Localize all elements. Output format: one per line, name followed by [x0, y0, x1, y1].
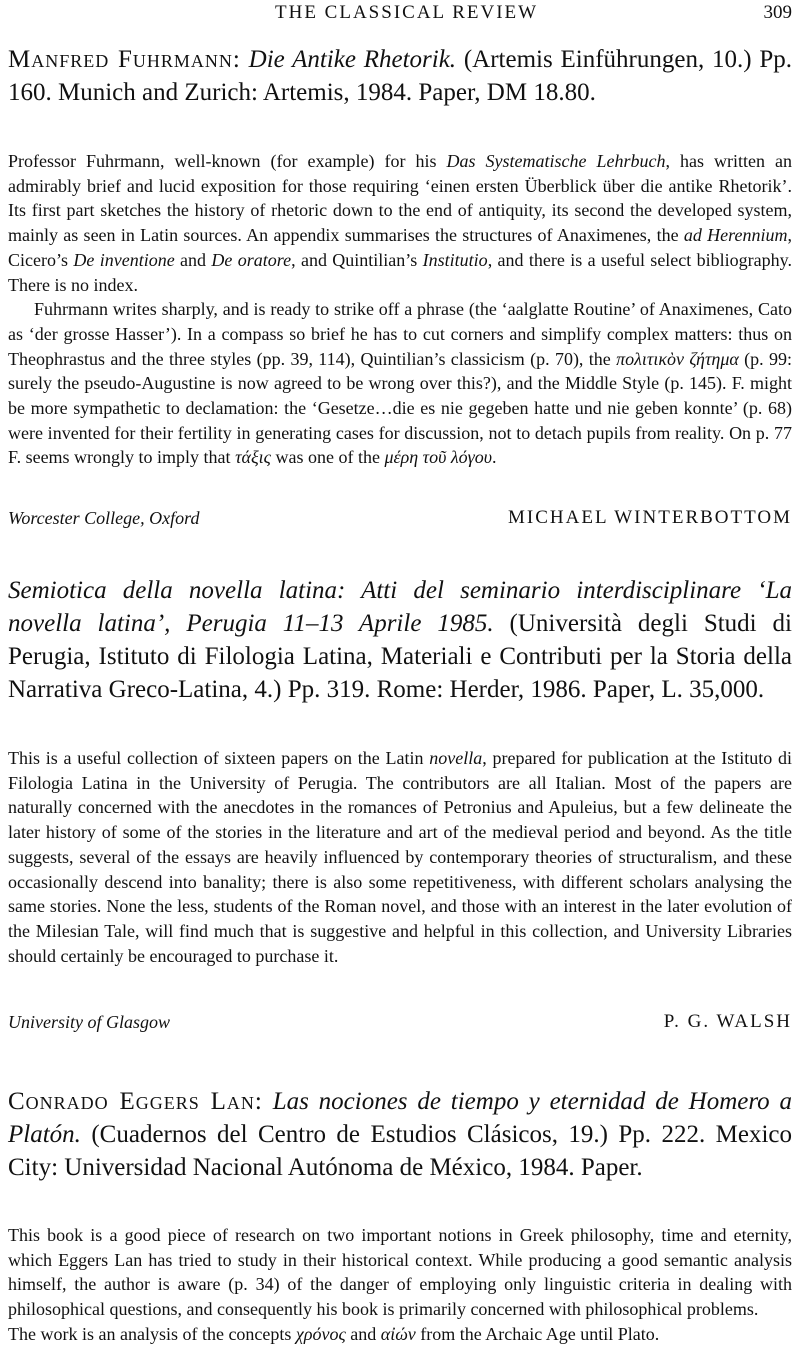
paragraph: Fuhrmann writes sharply, and is ready to strike off a phrase (the ‘aalglatte Routine’ of Anaximenes, Cato as ‘der grosse Hasser’). In a compass so brief he has to cut corners and simplify complex matters: thus on Theophrastus and the three styles (pp. 39, 114), Quintilian’s classicism (p. 70), the πολιτικὸν ζήτημα (p. 99: surely the pseudo-Augustine is now agreed to be wrong over this?), and the Middle Style (p. 145). F. might be more sympathetic to declamation: the ‘Gesetze…die es nie gegeben hatte und nie geben konnte’ (p. 68) were invented for their fertility in generating cases for discussion, not to detach pupils from reality. On p. 77 F. seems wrongly to imply that τάξις was one of the μέρη τοῦ λόγου. — [8, 299, 792, 468]
book-author: Conrado Eggers Lan: — [8, 1088, 263, 1115]
review-heading-semiotica — [8, 574, 792, 706]
reviewer-signature — [8, 505, 792, 531]
publication-details: (Università degli Studi di Perugia, Istituto di Filologia Latina, Materiali e Contributi per la Storia della Narrativa Greco-Latina, 4.) Pp. 319. Rome: Herder, 1986. Paper, L. 35,000. — [8, 610, 792, 703]
page-number: 309 — [763, 2, 792, 23]
journal-title: THE CLASSICAL REVIEW — [275, 2, 539, 23]
publication-details: (Cuadernos del Centro de Estudios Clásicos, 19.) Pp. 222. Mexico City: Universidad Nacional Autónoma de México, 1984. Paper. — [8, 1121, 792, 1181]
reviewer-affiliation: Worcester College, Oxford — [8, 508, 200, 528]
paragraph: This is a useful collection of sixteen papers on the Latin novella, prepared for publication at the Istituto di Filologia Latina in the University of Perugia. The contributors are all Italian. Most of the papers are naturally concerned with the anecdotes in the romances of Petronius and Apuleius, but a few delineate the later history of some of the stories in the literature and art of the medieval period and beyond. As the title suggests, several of the essays are heavily influenced by contemporary theories of structuralism, and these occasionally descend into banality; there is also some repetitiveness, with different scholars analysing the same stories. None the less, students of the Roman novel, and those with an interest in the later evolution of the Milesian Tale, will find much that is suggestive and helpful in this collection, and University Libraries should certainly be encouraged to purchase it. — [8, 748, 792, 966]
paragraph: Professor Fuhrmann, well-known (for example) for his Das Systematische Lehrbuch, has written an admirably brief and lucid exposition for those requiring ‘einen ersten Überblick über die antike Rhetorik’. Its first part sketches the history of rhetoric down to the end of antiquity, its second the developed system, mainly as seen in Latin sources. An appendix summarises the structures of Anaximenes, the ad Herennium, Cicero’s De inventione and De oratore, and Quintilian’s Institutio, and there is a useful select bibliography. There is no index. — [8, 151, 793, 295]
review-heading-eggers-lan — [8, 1085, 792, 1184]
reviewer-signature — [8, 1009, 792, 1035]
review-body-semiotica — [8, 746, 792, 968]
review-heading-fuhrmann — [8, 43, 792, 109]
review-body-fuhrmann — [8, 149, 792, 470]
review-body-eggers-lan — [8, 1223, 792, 1347]
paragraph: This book is a good piece of research on two important notions in Greek philosophy, time and eternity, which Eggers Lan has tried to study in their historical context. While producing a good semantic analysis himself, the author is aware (p. 34) of the danger of employing only linguistic criteria in dealing with philosophical questions, and consequently his book is primarily concerned with philosophical problems. — [8, 1225, 792, 1320]
book-title: Las nociones de tiempo y eternidad de Homero a Platón. — [8, 1088, 793, 1148]
book-author: Manfred Fuhrmann: — [8, 46, 241, 73]
running-head — [8, 0, 792, 26]
book-title: Semiotica della novella latina: Atti del seminario interdisciplinare ‘La novella latina’, Perugia 11–13 Aprile 1985. — [8, 577, 792, 637]
paragraph: The work is an analysis of the concepts χρόνος and αἰών from the Archaic Age until Plato. — [8, 1323, 660, 1344]
reviewer-affiliation: University of Glasgow — [8, 1012, 170, 1032]
reviewer-name: MICHAEL WINTERBOTTOM — [508, 507, 792, 528]
publication-details: (Artemis Einführungen, 10.) Pp. 160. Munich and Zurich: Artemis, 1984. Paper, DM 18.80. — [8, 46, 792, 106]
book-title: Die Antike Rhetorik. — [248, 46, 457, 73]
reviewer-name: P. G. WALSH — [663, 1011, 792, 1032]
